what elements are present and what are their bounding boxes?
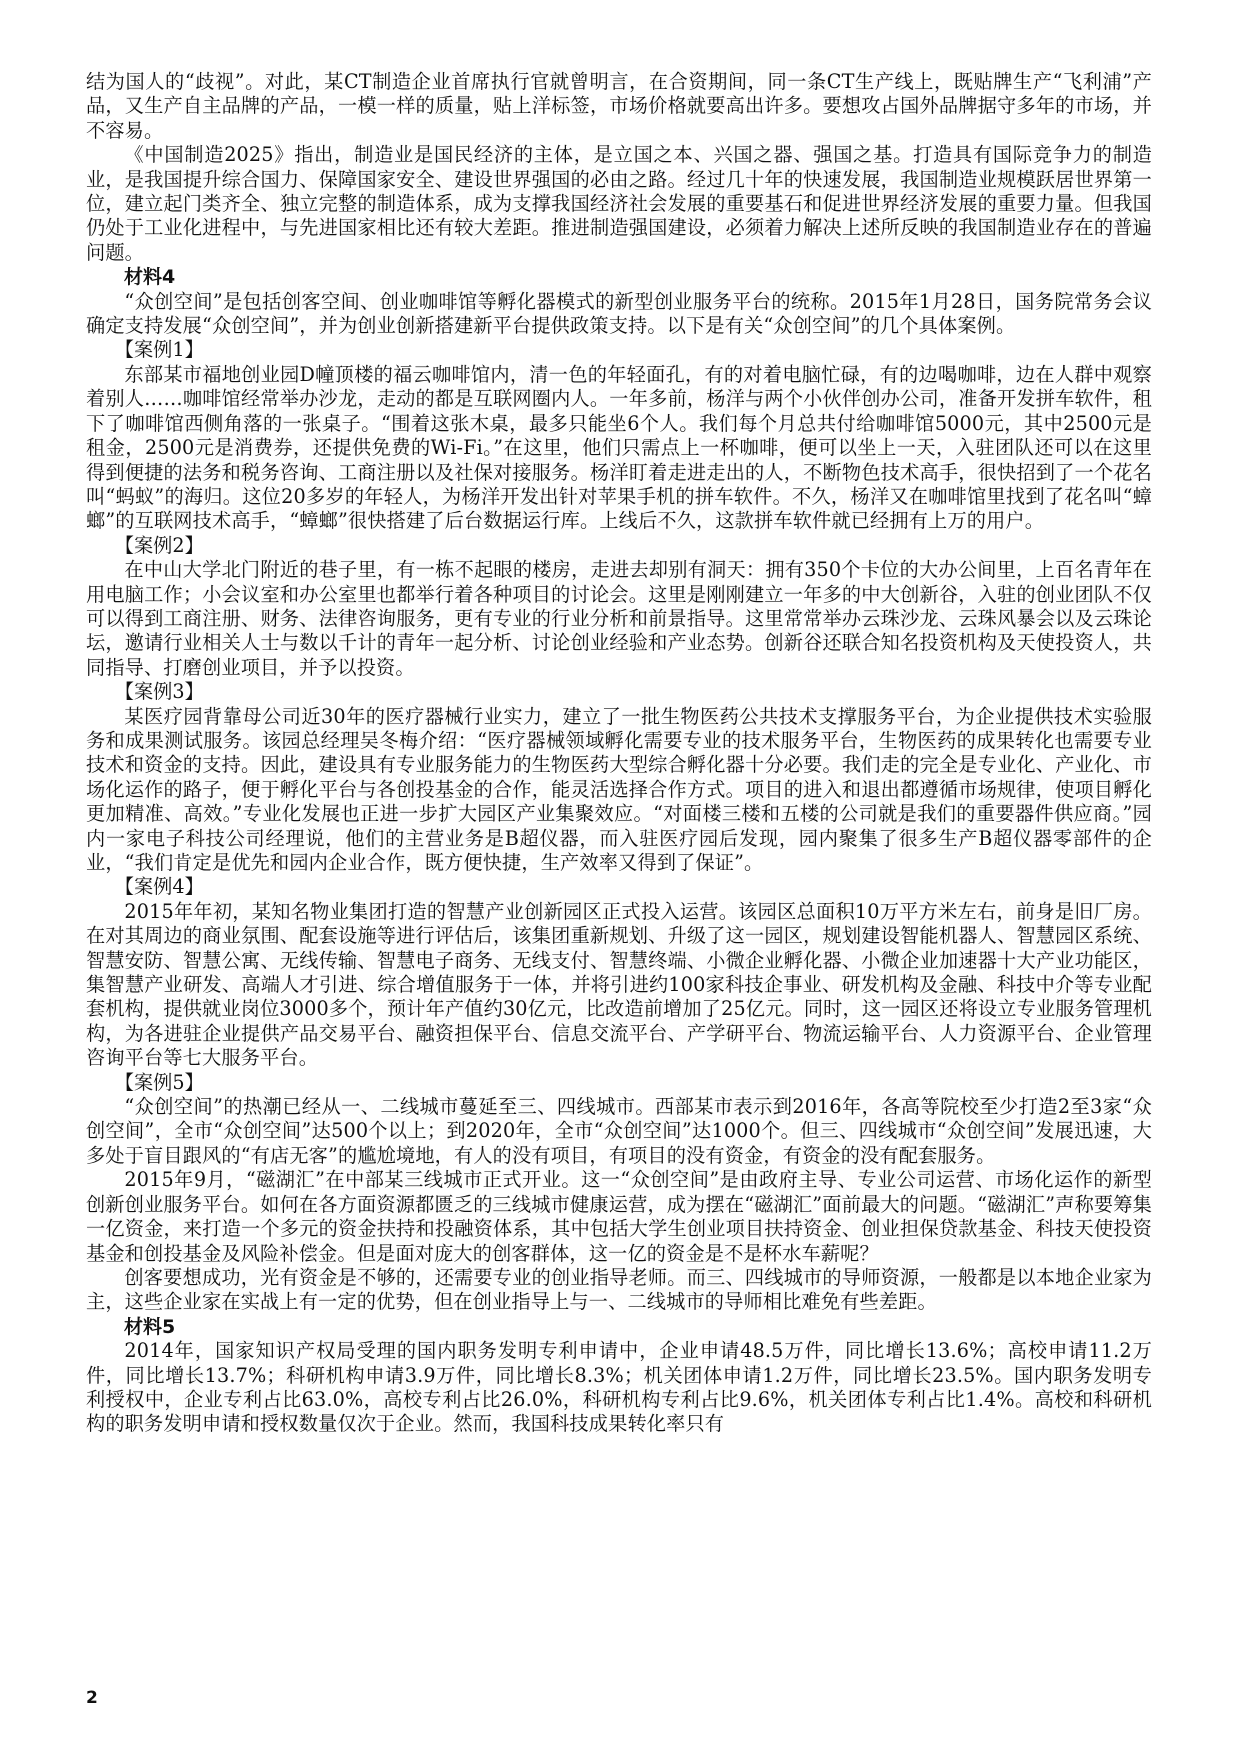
- paragraph-case-1: 东部某市福地创业园D幢顶楼的福云咖啡馆内，清一色的年轻面孔，有的对着电脑忙碌，有的边喝咖啡，边在人群中观察着别人……咖啡馆经常举办沙龙，走动的都是互联网圈内人。一年多前，杨洋与两个小伙伴创办公司，准备开发拼车软件，租下了咖啡馆西侧角落的一张桌子。“围着这张木桌，最多只能坐6个人。我们每个月总共付给咖啡馆5000元，其中2500元是租金，2500元是消费券，还提供免费的Wi-Fi。”在这里，他们只需点上一杯咖啡，便可以坐上一天，入驻团队还可以在这里得到便捷的法务和税务咨询、工商注册以及社保对接服务。杨洋盯着走进走出的人，不断物色技术高手，很快招到了一个花名叫“蚂蚁”的海归。这位20多岁的年轻人，为杨洋开发出针对苹果手机的拼车软件。不久，杨洋又在咖啡馆里找到了花名叫“蟑螂”的互联网技术高手，“蟑螂”很快搭建了后台数据运行库。上线后不久，这款拼车软件就已经拥有上万的用户。: [86, 362, 1152, 533]
- case-label-1: 【案例1】: [114, 338, 204, 362]
- paragraph-maker-space-intro: “众创空间”是包括创客空间、创业咖啡馆等孵化器模式的新型创业服务平台的统称。2015年1月28日，国务院常务会议确定支持发展“众创空间”，并为创业创新搭建新平台提供政策支持。以下是有关“众创空间”的几个具体案例。: [86, 289, 1152, 338]
- paragraph-patent-statistics: 2014年，国家知识产权局受理的国内职务发明专利申请中，企业申请48.5万件，同比增长13.6%；高校申请11.2万件，同比增长13.7%；科研机构申请3.9万件，同比增长8.3%；机关团体申请1.2万件，同比增长23.5%。国内职务发明专利授权中，企业专利占比63.0%，高校专利占比26.0%，科研机构专利占比9.6%，机关团体专利占比1.4%。高校和科研机构的职务发明申请和授权数量仅次于企业。然而，我国科技成果转化率只有: [86, 1339, 1152, 1436]
- page-number: 2: [86, 1688, 98, 1708]
- paragraph-ct-discrimination: 结为国人的“歧视”。对此，某CT制造企业首席执行官就曾明言，在合资期间，同一条CT生产线上，既贴牌生产“飞利浦”产品，又生产自主品牌的产品，一模一样的质量，贴上洋标签，市场价格就要高出许多。要想攻占国外品牌据守多年的市场，并不容易。: [86, 70, 1152, 142]
- paragraph-case-4: 2015年年初，某知名物业集团打造的智慧产业创新园区正式投入运营。该园区总面积10万平方米左右，前身是旧厂房。在对其周边的商业氛围、配套设施等进行评估后，该集团重新规划、升级了这一园区，规划建设智能机器人、智慧园区系统、智慧安防、智慧公寓、无线传输、智慧电子商务、无线支付、智慧终端、小微企业孵化器、小微企业加速器十大产业功能区，集智慧产业研发、高端人才引进、综合增值服务于一体，并将引进约100家科技企事业、研发机构及金融、科技中介等专业配套机构，提供就业岗位3000多个，预计年产值约30亿元，比改造前增加了25亿元。同时，这一园区还将设立专业服务管理机构，为各进驻企业提供产品交易平台、融资担保平台、信息交流平台、产学研平台、物流运输平台、人力资源平台、企业管理咨询平台等七大服务平台。: [86, 899, 1152, 1070]
- case-label-4: 【案例4】: [114, 875, 204, 899]
- paragraph-case-5-a: “众创空间”的热潮已经从一、二线城市蔓延至三、四线城市。西部某市表示到2016年，各高等院校至少打造2至3家“众创空间”，全市“众创空间”达500个以上；到2020年，全市“众创空间”达1000个。但三、四线城市“众创空间”发展迅速，大多处于盲目跟风的“有店无客”的尴尬境地，有人的没有项目，有项目的没有资金，有资金的没有配套服务。: [86, 1095, 1152, 1167]
- case-label-3: 【案例3】: [114, 680, 204, 704]
- section-heading-material-4: 材料4: [124, 266, 176, 289]
- case-label-2: 【案例2】: [114, 533, 204, 557]
- paragraph-case-5-b: 2015年9月，“磁湖汇”在中部某三线城市正式开业。这一“众创空间”是由政府主导、专业公司运营、市场化运作的新型创新创业服务平台。如何在各方面资源都匮乏的三线城市健康运营，成为摆在“磁湖汇”面前最大的问题。“磁湖汇”声称要筹集一亿资金，来打造一个多元的资金扶持和投融资体系，其中包括大学生创业项目扶持资金、创业担保贷款基金、科技天使投资基金和创投基金及风险补偿金。但是面对庞大的创客群体，这一亿的资金是不是杯水车薪呢？: [86, 1168, 1152, 1265]
- paragraph-case-3: 某医疗园背靠母公司近30年的医疗器械行业实力，建立了一批生物医药公共技术支撑服务平台，为企业提供技术实验服务和成果测试服务。该园总经理吴冬梅介绍：“医疗器械领域孵化需要专业的技术服务平台，生物医药的成果转化也需要专业技术和资金的支持。因此，建设具有专业服务能力的生物医药大型综合孵化器十分必要。我们走的完全是专业化、产业化、市场化运作的路子，便于孵化平台与各创投基金的合作，能灵活选择合作方式。项目的进入和退出都遵循市场规律，使项目孵化更加精准、高效。”专业化发展也正进一步扩大园区产业集聚效应。“对面楼三楼和五楼的公司就是我们的重要器件供应商。”园内一家电子科技公司经理说，他们的主营业务是B超仪器，而入驻医疗园后发现，园内聚集了很多生产B超仪器零部件的企业，“我们肯定是优先和园内企业合作，既方便快捷，生产效率又得到了保证”。: [86, 704, 1152, 874]
- paragraph-case-2: 在中山大学北门附近的巷子里，有一栋不起眼的楼房，走进去却别有洞天：拥有350个卡位的大办公间里，上百名青年在用电脑工作；小会议室和办公室里也都举行着各种项目的讨论会。这里是刚刚建立一年多的中大创新谷，入驻的创业团队不仅可以得到工商注册、财务、法律咨询服务，更有专业的行业分析和前景指导。这里常常举办云珠沙龙、云珠风暴会以及云珠论坛，邀请行业相关人士与数以千计的青年一起分析、讨论创业经验和产业态势。创新谷还联合知名投资机构及天使投资人，共同指导、打磨创业项目，并予以投资。: [86, 558, 1152, 679]
- section-heading-material-5: 材料5: [124, 1315, 176, 1338]
- document-body: [86, 70, 1152, 1437]
- case-label-5: 【案例5】: [114, 1070, 204, 1094]
- paragraph-made-in-china-2025: 《中国制造2025》指出，制造业是国民经济的主体，是立国之本、兴国之器、强国之基。打造具有国际竞争力的制造业，是我国提升综合国力、保障国家安全、建设世界强国的必由之路。经过几十年的快速发展，我国制造业规模跃居世界第一位，建立起门类齐全、独立完整的制造体系，成为支撑我国经济社会发展的重要基石和促进世界经济发展的重要力量。但我国仍处于工业化进程中，与先进国家相比还有较大差距。推进制造强国建设，必须着力解决上述所反映的我国制造业存在的普遍问题。: [86, 143, 1152, 264]
- paragraph-case-5-c: 创客要想成功，光有资金是不够的，还需要专业的创业指导老师。而三、四线城市的导师资源，一般都是以本地企业家为主，这些企业家在实战上有一定的优势，但在创业指导上与一、二线城市的导师相比难免有些差距。: [86, 1265, 1152, 1314]
